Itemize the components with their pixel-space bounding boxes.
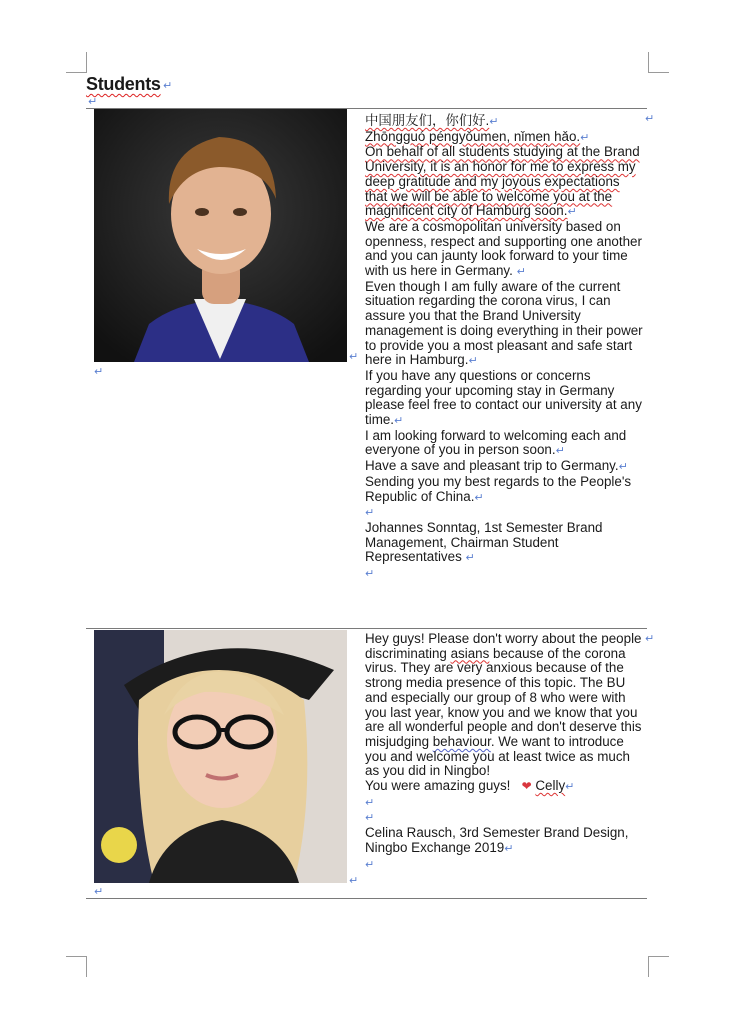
paragraph-mark: ↵ [94,885,104,898]
page-title[interactable]: Students [86,74,161,94]
greeting-pinyin: Zhōngguó péngyǒumen, nǐmen hǎo. [365,128,581,144]
paragraph-university: We are a cosmopolitan university based on openness, respect and supporting one another and you can jaunty look forward to your time with us here in Germany. [365,218,642,279]
paragraph-mark: ↵ [88,95,98,108]
student-photo-celina[interactable] [94,630,347,883]
signature-johannes: Johannes Sonntag, 1st Semester Brand Management, Chairman Student Representatives [365,519,603,565]
paragraph-regards: Sending you my best regards to the People's Republic of China. [365,473,632,504]
table-row-divider [86,628,647,629]
paragraph-corona: Even though I am fully aware of the current situation regarding the corona virus, I can assure you that the Brand University management is doing everything in their power to provide you a most pleasant and safe start here in Hamburg. [365,278,643,368]
paragraph-mark: ↵ [163,79,173,92]
cell-end-mark: ↵ [349,350,359,363]
paragraph-welcome: I am looking forward to welcoming each and everyone of you in person soon. [365,427,627,458]
greeting-chinese: 中国朋友们，你们好. [365,113,490,128]
table-border-bottom [86,898,647,899]
heart-icon: ❤ [521,779,532,794]
message-johannes[interactable]: 中国朋友们，你们好.↵ Zhōngguó péngyǒumen, nǐmen hǎo.↵ On behalf of all students studying at the Brand University, it is an honor for me to express my deep gratitude and my joyous expectations that we will be able to welcome you at the magnificent city of Hamburg soon.↵ We are a cosmopolitan university based on openness, respect and supporting one another and you can jaunty look forward to your time with us here in Germany. ↵ Even though I am fully aware of the current situation regarding the corona virus, I can assure you that the Brand University management is doing everything in their power to provide you a most pleasant and safe start here in Hamburg.↵ If you have any questions or concerns regarding your upcoming stay in Germany please feel free to contact our university at any time.↵ I am looking forward to welcoming each and everyone of you in person soon.↵ Have a save and pleasant trip to Germany.↵ Sending you my best regards to the People's Republic of China.↵ ↵ Johannes Sonntag, 1st Semester Brand Management, Chairman Student Representatives ↵ ↵ [365,113,643,581]
signature-celina: Celina Rausch, 3rd Semester Brand Design, Ningbo Exchange 2019 [365,825,629,855]
message-celina[interactable]: Hey guys! Please don't worry about the people discriminating asians because of the corona virus. They are very anxious because of the strong media presence of this topic. The BU and especially our group of 8 who were with you last year, know you and we know that you are all wonderful people and don't deserve this misjudging behaviour. We want to introduce you and welcome you at least twice as much as you did in Ningbo! You were amazing guys! ❤ Celly↵ ↵ ↵ Celina Rausch, 3rd Semester Brand Design, Ningbo Exchange 2019↵ ↵ [365,631,642,871]
crop-mark-top-left [66,52,87,73]
paragraph-questions: If you have any questions or concerns regarding your upcoming stay in Germany please feel free to contact our university at any time. [365,367,642,428]
crop-mark-top-right [648,52,669,73]
student-photo-johannes[interactable] [94,109,347,362]
crop-mark-bottom-left [66,956,87,977]
row-end-mark: ↵ [645,112,655,125]
paragraph-gratitude: On behalf of all students studying at the Brand University, it is an honor for me to express my deep gratitude and my joyous expectations that we will be able to welcome you at the magnificent city of Hamburg soon. [365,144,640,219]
row-end-mark: ↵ [645,632,655,645]
paragraph-trip: Have a save and pleasant trip to Germany. [365,458,619,474]
paragraph-celina: Hey guys! Please don't worry about the people discriminating asians because of the corona virus. They are very anxious because of the strong media presence of this topic. The BU and especially our group of 8 who were with you last year, know you and we know that you are all wonderful people and don't deserve this misjudging behaviour. We want to introduce you and welcome you at least twice as much as you did in Ningbo! [365,631,642,779]
cell-end-mark: ↵ [349,874,359,887]
closing-line: You were amazing guys! [365,778,511,794]
nickname: Celly [535,778,566,794]
crop-mark-bottom-right [648,956,669,977]
paragraph-mark: ↵ [94,365,104,378]
